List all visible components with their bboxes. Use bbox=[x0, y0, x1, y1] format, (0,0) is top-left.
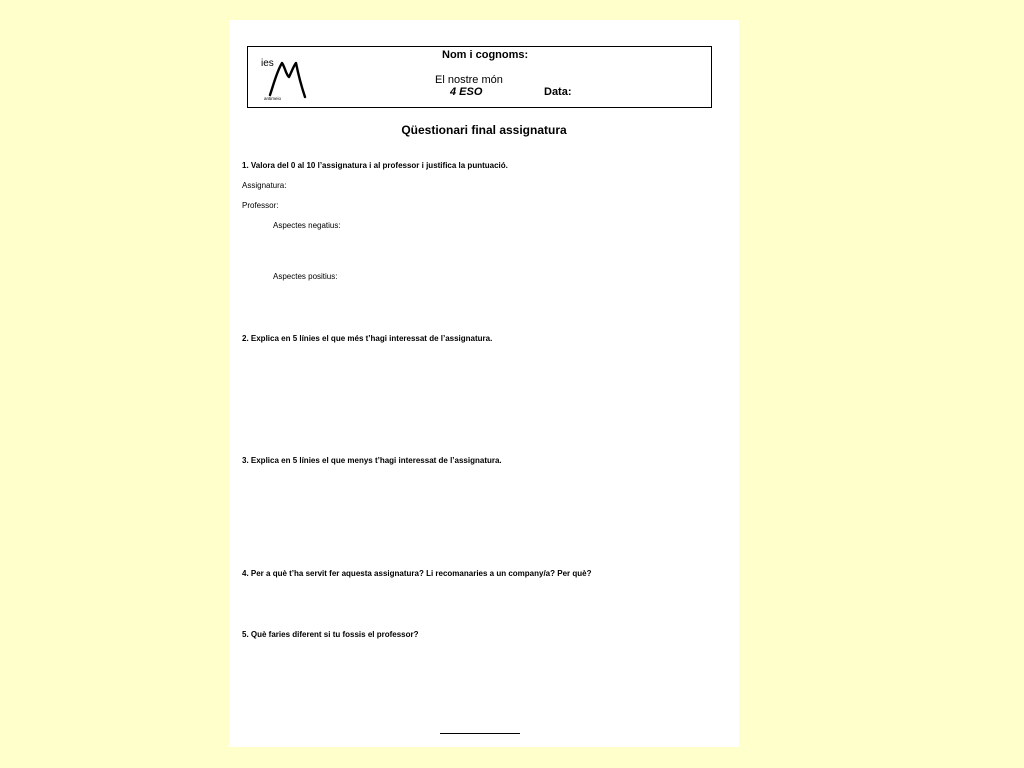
school-logo-graphic bbox=[260, 53, 310, 101]
header-box bbox=[247, 46, 712, 108]
question-1: 1. Valora del 0 al 10 l’assignatura i al professor i justifica la puntuació. bbox=[242, 161, 508, 170]
negative-aspects-label: Aspectes negatius: bbox=[273, 221, 341, 230]
subject-rating-label: Assignatura: bbox=[242, 181, 287, 190]
name-label: Nom i cognoms: bbox=[442, 49, 529, 61]
school-logo bbox=[260, 53, 310, 101]
footer-divider bbox=[440, 733, 520, 734]
document-page bbox=[229, 20, 739, 747]
questionnaire-title: Qüestionari final assignatura bbox=[401, 123, 567, 137]
date-label: Data: bbox=[544, 86, 572, 98]
question-3: 3. Explica en 5 línies el que menys t’hagi interessat de l’assignatura. bbox=[242, 456, 502, 465]
question-5: 5. Què faries diferent si tu fossis el professor? bbox=[242, 630, 419, 639]
course-level: 4 ESO bbox=[450, 86, 483, 98]
question-4: 4. Per a què t’ha servit fer aquesta assignatura? Li recomanaries a un company/a? Per què? bbox=[242, 569, 592, 578]
teacher-rating-label: Professor: bbox=[242, 201, 279, 210]
logo-text-bottom: antimeio bbox=[264, 96, 282, 101]
subject-name: El nostre món bbox=[435, 74, 503, 86]
question-2: 2. Explica en 5 línies el que més t’hagi interessat de l’assignatura. bbox=[242, 334, 493, 343]
logo-text-top: ies bbox=[261, 58, 274, 69]
positive-aspects-label: Aspectes positius: bbox=[273, 272, 338, 281]
